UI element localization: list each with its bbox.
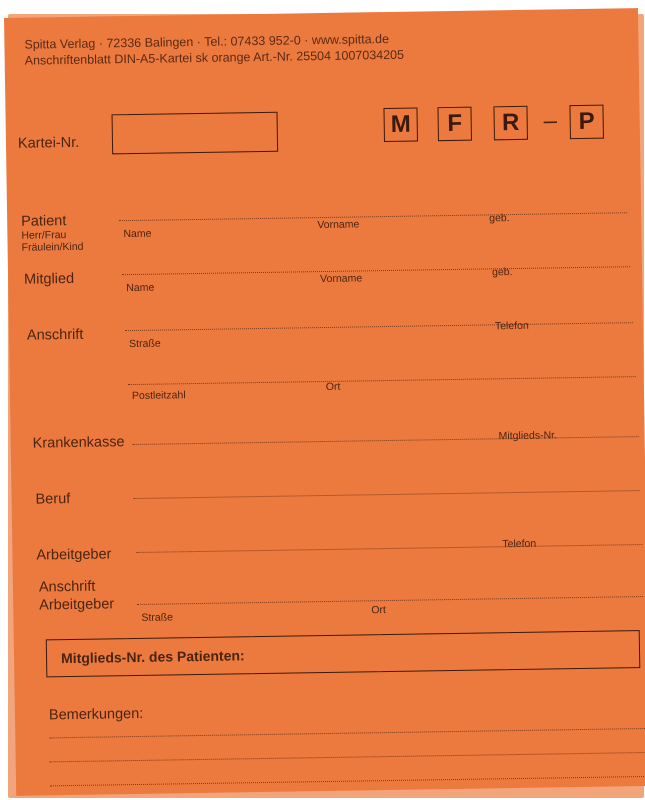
- patient-name-label: Name: [123, 227, 152, 241]
- anschrift-ag-label1: Anschrift: [38, 578, 96, 596]
- code-p[interactable]: P: [569, 105, 604, 140]
- product-line: Anschriftenblatt DIN-A5-Kartei sk orange Art.-Nr. 25504 1007034205: [24, 47, 405, 68]
- strasse-label: Straße: [129, 337, 161, 351]
- bemerkungen-line-3[interactable]: [50, 776, 645, 786]
- anschrift-ag-line[interactable]: [137, 596, 643, 605]
- krankenkasse-label: Krankenkasse: [32, 434, 125, 452]
- ag-strasse-label: Straße: [141, 611, 174, 624]
- patient-geb-label: geb.: [489, 212, 510, 225]
- arbeitgeber-label: Arbeitgeber: [36, 546, 112, 564]
- strasse-line[interactable]: [125, 319, 633, 333]
- mitglieds-nr-patient-label: Mitglieds-Nr. des Patienten:: [60, 647, 245, 667]
- kartei-label: Kartei-Nr.: [17, 134, 80, 152]
- code-r[interactable]: R: [493, 106, 528, 141]
- ag-telefon-label: Telefon: [502, 537, 537, 551]
- bemerkungen-label: Bemerkungen:: [48, 705, 144, 724]
- patient-line[interactable]: [119, 212, 627, 221]
- arbeitgeber-line[interactable]: [136, 544, 642, 553]
- telefon-label: Telefon: [494, 319, 529, 333]
- ag-ort-label: Ort: [371, 604, 387, 617]
- anschrift-label: Anschrift: [26, 326, 84, 344]
- beruf-line[interactable]: [134, 490, 640, 499]
- bemerkungen-line-1[interactable]: [49, 728, 645, 738]
- beruf-label: Beruf: [35, 491, 71, 508]
- mitglied-line[interactable]: [122, 266, 630, 275]
- patient-sub1: Herr/Frau: [21, 229, 67, 242]
- plz-line[interactable]: [128, 376, 636, 385]
- bemerkungen-line-2[interactable]: [50, 752, 645, 762]
- mitglieds-nr-patient-box[interactable]: [46, 630, 641, 677]
- ort-label: Ort: [325, 380, 341, 393]
- krankenkasse-line[interactable]: [133, 436, 639, 445]
- mitglied-label: Mitglied: [23, 270, 75, 288]
- code-f[interactable]: F: [437, 107, 472, 142]
- kartei-nr-field[interactable]: [112, 112, 279, 155]
- mitglied-geb-label: geb.: [491, 266, 513, 279]
- patient-vorname-label: Vorname: [317, 218, 360, 232]
- mitglied-name-label: Name: [126, 281, 155, 295]
- plz-label: Postleitzahl: [131, 389, 186, 403]
- code-m[interactable]: M: [383, 108, 418, 143]
- address-card: [4, 8, 645, 796]
- code-dash: –: [543, 107, 558, 135]
- mitglieds-nr-label: Mitglieds-Nr.: [498, 429, 558, 443]
- mitglied-vorname-label: Vorname: [320, 272, 363, 286]
- publisher-line: Spitta Verlag · 72336 Balingen · Tel.: 07433 952-0 · www.spitta.de: [24, 31, 390, 52]
- patient-sub2: Fräulein/Kind: [21, 240, 84, 254]
- anschrift-ag-label2: Arbeitgeber: [39, 596, 115, 614]
- patient-label: Patient: [21, 213, 67, 230]
